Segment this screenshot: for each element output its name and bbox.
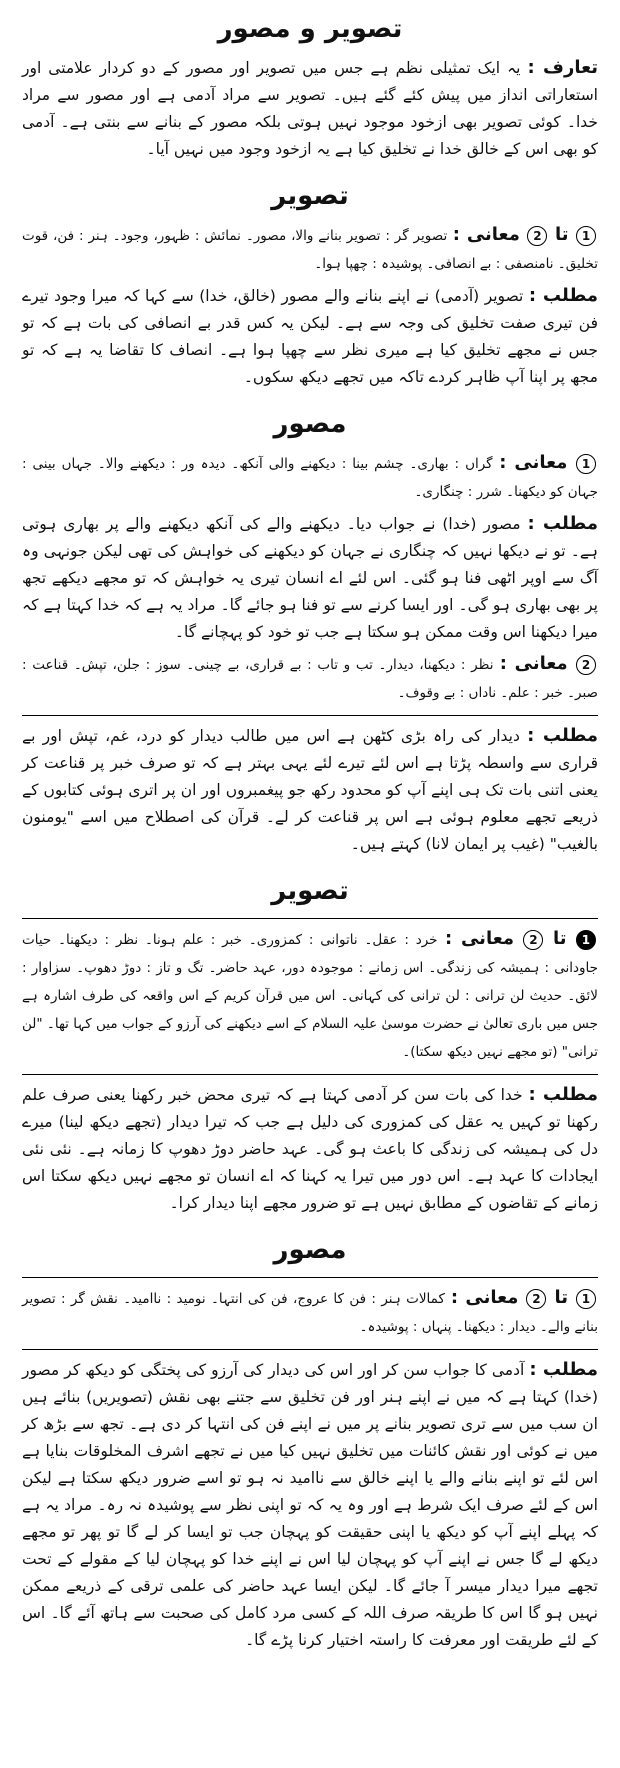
section-1-title: تصویر [271,181,349,211]
divider [22,1074,598,1075]
section-2-title: مصور [273,409,347,439]
explanation-label: مطلب : [527,725,598,746]
meaning-label: معانی : [450,1287,519,1308]
section-4-title: مصور [273,1235,347,1265]
range-word: تا [554,224,569,245]
intro-label: تعارف : [527,57,599,78]
verse-number-1: 1 [576,454,596,474]
explanation-label: مطلب : [528,1084,598,1105]
range-word: تا [552,928,567,949]
meaning-text: نظر : دیکھنا، دیدار۔ تب و تاب : بے قراری، بے چینی۔ سوز : جلن، تپش۔ قناعت : صبر۔ خبر : علم۔ ناداں : بے وقوف۔ [22,657,598,701]
meaning-text: کمالات ہنر : فن کا عروج، فن کی انتہا۔ نومید : ناامید۔ نقش گر : تصویر بنانے والے۔ دیدار : دیکھنا۔ پنہاں : پوشیدہ۔ [22,1291,598,1335]
meaning-text: گراں : بھاری۔ چشم بینا : دیکھنے والی آنکھ۔ دیدہ ور : دیکھنے والا۔ جہاں بینی : جہان کو دیکھنا۔ شرر : چنگاری۔ [22,456,598,500]
s4-meaning [22,1284,598,1341]
meaning-label: معانی : [499,653,568,674]
meaning-label: معانی : [444,928,515,949]
explanation-text: آدمی کا جواب سن کر اور اس کی دیدار کی آرزو کی پختگی کو دیکھ کر مصور (خدا) کہتا ہے کہ میں نے اپنے ہنر اور فن تخلیق سے جتنے بھی نقش (تصویریں) بنائے ہیں ان سب میں سے تری تصویر بنانے پر میں نے اپنے فن کی انتہا کر دی ہے۔ تجھ سے بڑھ کر میں نے کوئی اور نقش کائنات میں تخلیق نہیں کیا میں نے تجھے اشرف المخلوقات بنایا ہے اس لئے تو اپنے بنانے والے یا اپنے خالق سے ناامید نہ ہو تو اسے ضرور دیکھ سکتا ہے لیکن اس کے لئے صرف ایک شرط ہے اور وہ یہ کہ تو اپنی نظر سے پوشیدہ نہ رہ۔ مراد یہ ہے کہ پہلے اپنے آپ کو دیکھ یا اپنی حقیقت کو پہچان جب تو ایسا کر لے گا تو پھر تو مجھے دیکھ لے گا جس نے اپنے آپ کو پہچان لیا اس نے اپنے خدا کو پہچان لیا کے مقولے کے تحت تجھے میرا دیدار میسر آ جائے گا۔ لیکن ایسا عہد حاضر کی علمی ترقی کے ذریعے ممکن نہیں ہو گا اس کا طریقہ صرف اللہ کے کسی مرد کامل کی صحبت سے ہاتھ آئے گا۔ اس کے لئے طریقت اور معرفت کا راستہ اختیار کرنا پڑے گا۔ [22,1361,599,1649]
range-word: تا [554,1287,568,1308]
s2-explanation-2 [22,722,598,858]
explanation-label: مطلب : [527,513,598,534]
meaning-text: خرد : عقل۔ ناتوانی : کمزوری۔ خبر : علم ہونا۔ نظر : دیکھنا۔ حیات جاودانی : ہمیشہ کی زندگی۔ اس زمانے : موجودہ دور، عہد حاضر۔ تگ و تاز : دوڑ دھوپ۔ سزاوار : لائق۔ حدیث لن ترانی : لن ترانی کی کہانی۔ اس میں قرآن کریم کے اس واقعہ کی طرف اشارہ ہے جس میں باری تعالیٰ نے حضرت موسیٰ علیہ السلام کے اسے دیکھنے کی آرزو کے جواب میں کہا تھا۔ "لن ترانی" (تو مجھے نہیں دیکھ سکتا)۔ [22,932,598,1060]
divider [22,1277,598,1278]
verse-number-1: 1 [576,930,596,950]
explanation-text: دیدار کی راہ بڑی کٹھن ہے اس میں طالب دیدار کو درد، غم، تپش اور بے قراری سے واسطہ پڑتا ہے اس لئے تیرے لئے یہی بہتر ہے کہ تو صرف خبر پر قناعت کر یعنی اتنی بات تک ہی اپنے آپ کو محدود رکھ جو پیغمبروں اور ان پر اتری ہوئی کتابوں کے ذریعے تجھے معلوم ہوئی ہے اس پر قناعت کر لے۔ قرآن کی اصطلاح میں اسے "یومنون بالغیب" (غیب پر ایمان لانا) کہتے ہیں۔ [22,727,598,853]
explanation-label: مطلب : [529,1359,598,1380]
main-title: تصویر و مصور [217,14,403,44]
verse-number-1: 1 [576,1289,596,1309]
explanation-text: تصویر (آدمی) نے اپنے بنانے والے مصور (خالق، خدا) سے کہا کہ میرا وجود تیرے فن تیری صفت تخلیق کی وجہ سے ہے۔ لیکن یہ کس قدر بے انصافی کی بات ہے کہ تو جس نے مجھے تخلیق کیا ہے میری نظر سے چھپا ہوا ہے۔ انصاف کا تقاضا یہ ہے کہ تو مجھ پر اپنا آپ ظاہر کردے تاکہ میں تجھے دیکھ سکوں۔ [22,287,598,386]
verse-number-2: 2 [526,1289,546,1309]
explanation-text: مصور (خدا) نے جواب دیا۔ دیکھنے والے کی آنکھ دیکھنے والے پر بھاری ہوتی ہے۔ تو نے دیکھا نہیں کہ چنگاری نے جہان کو دیکھنے کی خواہش کی تھی لیکن جونہی وہ آگ سے اوپر اٹھی فنا ہو گئی۔ اس لئے اے انسان تیری یہ خواہش کہ تو مجھے دیکھے تجھ پر بھی بھاری ہو گی۔ اور ایسا کرنے سے تو فنا ہو جائے گا۔ مراد یہ ہے کہ خدا کہتا ہے کہ میرا دیکھنا اس وقت ممکن ہو سکتا ہے جب تو خود کو پہچانے گا۔ [22,515,598,641]
meaning-text: تصویر گر : تصویر بنانے والا، مصور۔ نمائش : ظہور، وجود۔ ہنر : فن، قوت تخلیق۔ نامنصفی : بے انصافی۔ پوشیدہ : چھپا ہوا۔ [22,228,598,272]
s1-meaning [22,221,598,278]
verse-number-1: 1 [576,226,596,246]
intro-paragraph [22,54,598,163]
divider [22,715,598,716]
meaning-label: معانی : [452,224,520,245]
s1-explanation [22,282,598,391]
s2-explanation [22,510,598,646]
intro-text: یہ ایک تمثیلی نظم ہے جس میں تصویر اور مصور کے دو کردار علامتی اور استعاراتی انداز میں پیش کئے گئے ہیں۔ تصویر سے مراد آدمی ہے اور مصور سے مراد خدا۔ کوئی تصویر بھی ازخود موجود نہیں ہوتی بلکہ مصور کے بنانے سے بنتی ہے۔ آدمی کو بھی اس کے خالق خدا نے تخلیق کیا ہے یہ ازخود وجود میں نہیں آیا۔ [22,59,598,158]
s3-explanation [22,1081,598,1217]
s2-meaning-2 [22,650,598,707]
s2-meaning [22,449,598,506]
meaning-label: معانی : [499,452,568,473]
s4-explanation [22,1356,598,1654]
verse-number-2: 2 [576,655,596,675]
verse-number-2: 2 [523,930,543,950]
divider [22,1349,598,1350]
explanation-label: مطلب : [528,285,598,306]
section-3-title: تصویر [271,876,349,906]
s3-meaning [22,925,598,1066]
divider [22,918,598,919]
verse-number-2: 2 [527,226,547,246]
explanation-text: خدا کی بات سن کر آدمی کہتا ہے کہ تیری محض خبر رکھنا یعنی صرف علم رکھنا تو کہیں یہ عقل کی کمزوری کی دلیل ہے جب کہ تیرا دیدار (تجھے دیکھ لینا) میرے دل کی ہمیشہ کی زندگی کا باعث ہو گی۔ عہد حاضر دوڑ دھوپ کا زمانہ ہے۔ نئی نئی ایجادات کا عہد ہے۔ اس دور میں تیرا یہ کہنا کہ اے انسان تو مجھے نہیں دیکھ سکتا اس زمانے کے تقاضوں کے مطابق نہیں ہے تو ضرور مجھے اپنا دیدار کرا۔ [22,1086,598,1212]
